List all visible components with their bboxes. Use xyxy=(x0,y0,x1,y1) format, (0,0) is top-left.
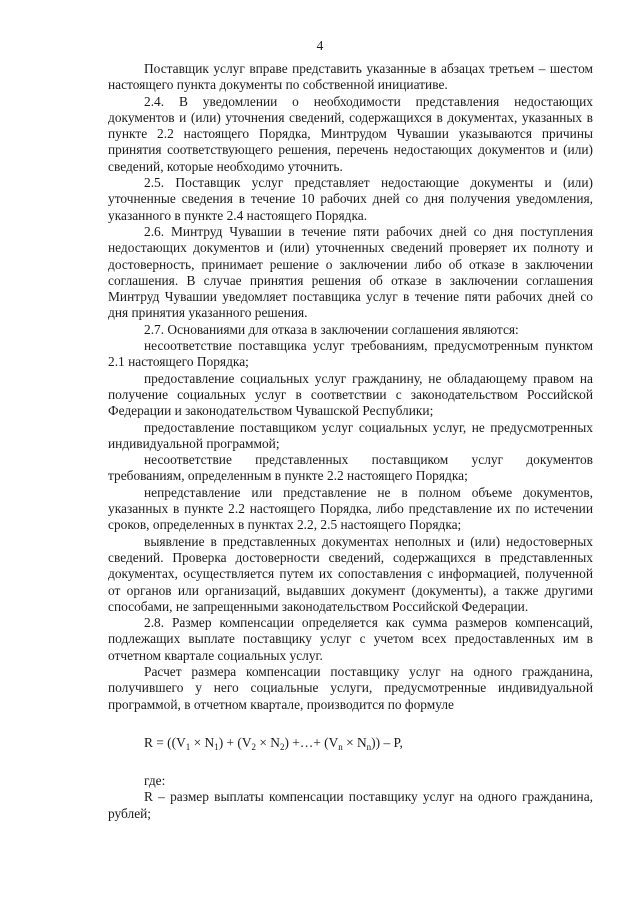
paragraph: Расчет размера компенсации поставщику услуг на одного гражданина, получившего у него социальные услуги, предусмотренные индивидуальной программой, в отчетном квартале, производится по формуле xyxy=(108,663,593,712)
page-number: 4 xyxy=(316,38,324,53)
paragraph: R – размер выплаты компенсации поставщику услуг на одного гражданина, рублей; xyxy=(108,789,593,821)
paragraph: 2.6. Минтруд Чувашии в течение пяти рабочих дней со дня поступления недостающих документов и (или) уточненных сведений проверяет их полноту и достоверность, принимает решение о заключении либо об отказе в заключении соглашения. В случае принятия решения об отказе в заключении соглашения Минтруд Чувашии уведомляет поставщика услуг в течение пяти рабочих дней со дня принятия указанного решения. xyxy=(108,223,593,321)
paragraph: 2.4. В уведомлении о необходимости представления недостающих документов и (или) уточнения сведений, содержащихся в документах, указанных в пункте 2.2 настоящего Порядка, Минтрудом Чувашии указываются причины принятия соответствующего решения, перечень недостающих документов и (или) сведений, которые необходимо уточнить. xyxy=(108,93,593,174)
paragraph: несоответствие поставщика услуг требованиям, предусмотренным пунктом 2.1 настоящего Порядка; xyxy=(108,338,593,370)
paragraph: 2.8. Размер компенсации определяется как сумма размеров компенсаций, подлежащих выплате поставщику услуг с учетом всех предоставленных им в отчетном квартале социальных услуг. xyxy=(108,615,593,663)
paragraph: выявление в представленных документах неполных и (или) недостоверных сведений. Проверка достоверности сведений, содержащихся в представленных документах, осуществляется путем их сопоставления с информацией, полученной от органов или организаций, выдавших документ (документы), а также другими способами, не запрещенными законодательством Российской Федерации. xyxy=(108,533,593,614)
paragraph: 2.5. Поставщик услуг представляет недостающие документы и (или) уточненные сведения в течение 10 рабочих дней со дня получения уведомления, указанного в пункте 2.4 настоящего Порядка. xyxy=(108,175,593,223)
paragraph: непредставление или представление не в полном объеме документов, указанных в пункте 2.2 настоящего Порядка, либо представление их по истечении сроков, определенных в пунктах 2.2, 2.5 настоящего Порядка; xyxy=(108,484,593,533)
formula: $R = ((V_1 \times N_1) + (V_2 \times N_2)$ +…+ $(V_n \times N_n)) - P$, xyxy=(144,734,403,752)
paragraph: несоответствие представленных поставщиком услуг документов требованиям, определенным в пункте 2.2 настоящего Порядка; xyxy=(108,452,593,484)
paragraph: Поставщик услуг вправе представить указанные в абзацах третьем – шестом настоящего пункта документы по собственной инициативе. xyxy=(108,61,593,93)
paragraph: 2.7. Основаниями для отказа в заключении соглашения являются: xyxy=(144,321,519,337)
document-body xyxy=(108,61,593,822)
paragraph: предоставление поставщиком услуг социальных услуг, не предусмотренных индивидуальной программой; xyxy=(108,419,593,451)
paragraph: предоставление социальных услуг гражданину, не обладающему правом на получение социальных услуг в соответствии с законодательством Российской Федерации и законодательством Чувашской Республики; xyxy=(108,370,593,419)
where-label: где: xyxy=(144,773,166,789)
